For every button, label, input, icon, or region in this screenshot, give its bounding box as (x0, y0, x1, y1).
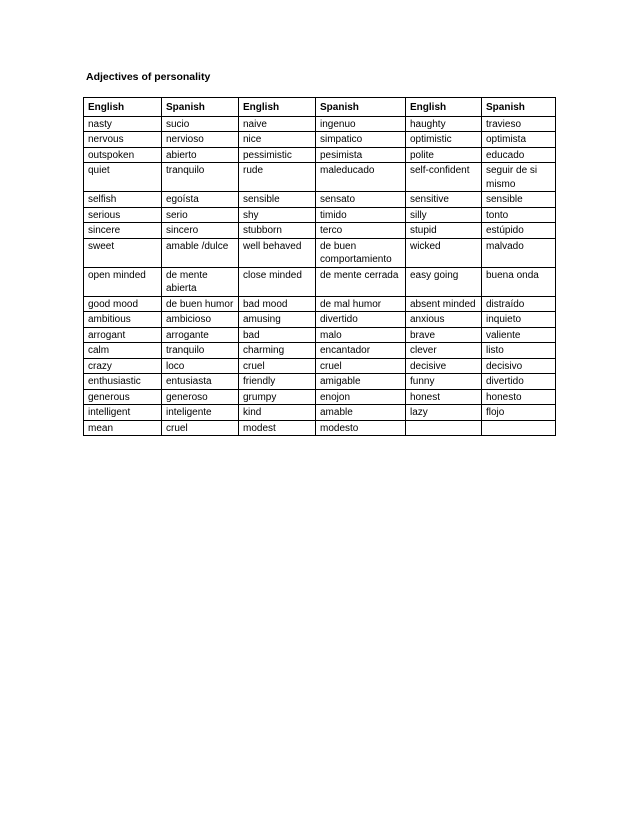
table-cell-english-2: modest (239, 420, 316, 436)
table-cell-english-3: sensitive (406, 192, 482, 208)
table-cell-spanish-2: terco (316, 223, 406, 239)
table-cell-spanish-2: malo (316, 327, 406, 343)
table-cell-spanish-3: malvado (482, 238, 556, 267)
table-cell-english-1: enthusiastic (84, 374, 162, 390)
column-header-english-2: English (239, 98, 316, 117)
table-cell-spanish-3: flojo (482, 405, 556, 421)
table-cell-spanish-2: de mal humor (316, 296, 406, 312)
table-cell-english-1: good mood (84, 296, 162, 312)
table-cell-english-3: silly (406, 207, 482, 223)
table-cell-english-2: nice (239, 132, 316, 148)
table-cell-spanish-2: de buen comportamiento (316, 238, 406, 267)
table-cell-english-2: charming (239, 343, 316, 359)
table-row (84, 132, 556, 148)
table-cell-spanish-2: divertido (316, 312, 406, 328)
table-cell-english-1: ambitious (84, 312, 162, 328)
table-cell-spanish-1: amable /dulce (162, 238, 239, 267)
table-cell-spanish-2: maleducado (316, 163, 406, 192)
table-cell-english-2: well behaved (239, 238, 316, 267)
table-cell-spanish-3: honesto (482, 389, 556, 405)
table-cell-english-3: brave (406, 327, 482, 343)
table-cell-english-3 (406, 420, 482, 436)
table-row (84, 163, 556, 192)
table-cell-spanish-2: pesimista (316, 147, 406, 163)
table-row (84, 147, 556, 163)
table-cell-spanish-2: de mente cerrada (316, 267, 406, 296)
table-row (84, 420, 556, 436)
table-cell-spanish-2: simpatico (316, 132, 406, 148)
table-cell-spanish-3: buena onda (482, 267, 556, 296)
table-row (84, 343, 556, 359)
table-cell-english-3: honest (406, 389, 482, 405)
table-row (84, 116, 556, 132)
table-cell-spanish-3: optimista (482, 132, 556, 148)
table-cell-spanish-3: inquieto (482, 312, 556, 328)
table-cell-spanish-1: abierto (162, 147, 239, 163)
column-header-english-1: English (84, 98, 162, 117)
table-row (84, 296, 556, 312)
table-cell-english-2: rude (239, 163, 316, 192)
table-cell-english-3: absent minded (406, 296, 482, 312)
table-cell-spanish-2: sensato (316, 192, 406, 208)
table-cell-spanish-3: divertido (482, 374, 556, 390)
table-row (84, 207, 556, 223)
table-cell-english-2: grumpy (239, 389, 316, 405)
table-cell-english-1: mean (84, 420, 162, 436)
table-cell-spanish-1: cruel (162, 420, 239, 436)
table-cell-english-2: bad mood (239, 296, 316, 312)
table-cell-english-3: clever (406, 343, 482, 359)
table-cell-spanish-2: encantador (316, 343, 406, 359)
table-cell-spanish-3: tonto (482, 207, 556, 223)
table-cell-spanish-1: de mente abierta (162, 267, 239, 296)
table-cell-spanish-1: de buen humor (162, 296, 239, 312)
table-cell-spanish-3: sensible (482, 192, 556, 208)
table-cell-spanish-3: decisivo (482, 358, 556, 374)
table-row (84, 192, 556, 208)
table-cell-spanish-2: modesto (316, 420, 406, 436)
table-cell-english-3: optimistic (406, 132, 482, 148)
table-cell-english-3: polite (406, 147, 482, 163)
table-cell-spanish-1: generoso (162, 389, 239, 405)
table-cell-spanish-3 (482, 420, 556, 436)
table-cell-english-2: kind (239, 405, 316, 421)
table-cell-english-2: amusing (239, 312, 316, 328)
table-cell-spanish-1: tranquilo (162, 163, 239, 192)
table-cell-spanish-3: listo (482, 343, 556, 359)
table-cell-english-2: bad (239, 327, 316, 343)
table-cell-english-2: sensible (239, 192, 316, 208)
table-row (84, 267, 556, 296)
table-cell-spanish-1: inteligente (162, 405, 239, 421)
table-cell-english-3: funny (406, 374, 482, 390)
table-cell-spanish-3: distraído (482, 296, 556, 312)
table-cell-english-1: sweet (84, 238, 162, 267)
table-cell-spanish-3: educado (482, 147, 556, 163)
table-row (84, 312, 556, 328)
table-cell-english-3: lazy (406, 405, 482, 421)
table-cell-english-2: stubborn (239, 223, 316, 239)
table-cell-english-3: stupid (406, 223, 482, 239)
vocabulary-table (83, 97, 556, 436)
table-cell-spanish-1: nervioso (162, 132, 239, 148)
table-cell-spanish-3: travieso (482, 116, 556, 132)
table-cell-english-3: haughty (406, 116, 482, 132)
table-cell-english-1: calm (84, 343, 162, 359)
table-cell-english-3: wicked (406, 238, 482, 267)
table-cell-english-2: close minded (239, 267, 316, 296)
table-row (84, 374, 556, 390)
table-cell-english-2: friendly (239, 374, 316, 390)
table-cell-spanish-1: tranquilo (162, 343, 239, 359)
table-cell-english-1: nasty (84, 116, 162, 132)
table-cell-english-3: easy going (406, 267, 482, 296)
table-cell-spanish-1: sucio (162, 116, 239, 132)
table-cell-english-1: intelligent (84, 405, 162, 421)
table-row (84, 358, 556, 374)
table-cell-spanish-2: ingenuo (316, 116, 406, 132)
column-header-english-3: English (406, 98, 482, 117)
table-cell-english-2: shy (239, 207, 316, 223)
table-cell-english-3: self-confident (406, 163, 482, 192)
table-cell-english-3: decisive (406, 358, 482, 374)
table-row (84, 405, 556, 421)
table-cell-english-1: crazy (84, 358, 162, 374)
table-cell-english-2: naive (239, 116, 316, 132)
table-cell-spanish-2: cruel (316, 358, 406, 374)
table-cell-spanish-1: serio (162, 207, 239, 223)
table-cell-english-1: serious (84, 207, 162, 223)
table-cell-spanish-2: amable (316, 405, 406, 421)
column-header-spanish-3: Spanish (482, 98, 556, 117)
table-cell-spanish-1: sincero (162, 223, 239, 239)
table-cell-english-1: sincere (84, 223, 162, 239)
table-cell-english-1: outspoken (84, 147, 162, 163)
table-cell-spanish-1: egoísta (162, 192, 239, 208)
column-header-spanish-2: Spanish (316, 98, 406, 117)
table-cell-spanish-2: enojon (316, 389, 406, 405)
column-header-spanish-1: Spanish (162, 98, 239, 117)
table-cell-spanish-1: ambicioso (162, 312, 239, 328)
table-cell-english-1: arrogant (84, 327, 162, 343)
table-cell-english-1: generous (84, 389, 162, 405)
table-cell-english-2: pessimistic (239, 147, 316, 163)
table-row (84, 327, 556, 343)
table-cell-spanish-3: seguir de si mismo (482, 163, 556, 192)
table-cell-spanish-2: timido (316, 207, 406, 223)
table-cell-spanish-1: arrogante (162, 327, 239, 343)
table-cell-english-1: quiet (84, 163, 162, 192)
table-cell-english-3: anxious (406, 312, 482, 328)
table-cell-english-1: nervous (84, 132, 162, 148)
table-cell-spanish-3: valiente (482, 327, 556, 343)
table-header-row (84, 98, 556, 117)
table-row (84, 223, 556, 239)
table-cell-spanish-1: entusiasta (162, 374, 239, 390)
table-row (84, 238, 556, 267)
table-body (84, 116, 556, 436)
table-cell-spanish-1: loco (162, 358, 239, 374)
table-cell-english-2: cruel (239, 358, 316, 374)
table-cell-english-1: open minded (84, 267, 162, 296)
table-cell-spanish-3: estúpido (482, 223, 556, 239)
table-cell-english-1: selfish (84, 192, 162, 208)
table-cell-spanish-2: amigable (316, 374, 406, 390)
document-title: Adjectives of personality (86, 71, 211, 83)
table-row (84, 389, 556, 405)
